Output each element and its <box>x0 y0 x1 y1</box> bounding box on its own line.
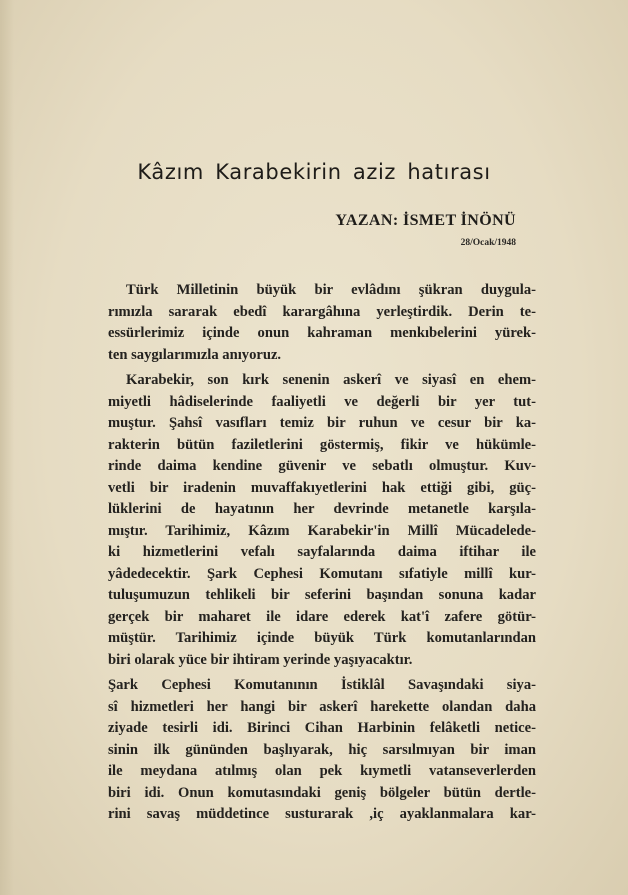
text-line: rinde daima kendine güvenir ve sebatlı olmuştur. Kuv- <box>108 458 536 474</box>
text-line: biri idi. Onun komutasındaki geniş bölgeler bütün dertle- <box>108 784 536 801</box>
text-line: essürlerimiz içinde onun kahraman menkıbelerini yürek- <box>108 325 536 341</box>
text-line: lüklerini de hayatının her devrinde metanetle karşıla- <box>108 501 536 517</box>
text-line: muştur. Şahsî vasıfları temiz bir ruhun ve cesur bir ka- <box>108 415 536 431</box>
article-title: Kâzım Karabekirin aziz hatırası <box>137 160 491 184</box>
text-line: gerçek bir maharet ile idare ederek kat'î zafere götür- <box>108 608 536 625</box>
text-line: biri olarak yüce bir ihtiram yerinde yaşıyacaktır. <box>108 651 413 668</box>
text-line: Şark Cephesi Komutanının İstiklâl Savaşındaki siya- <box>108 677 536 693</box>
article-body <box>108 280 536 826</box>
text-line: yâdedecektir. Şark Cephesi Komutanı sıfatiyle millî kur- <box>108 565 536 582</box>
text-line: rımızla sararak ebedî karargâhına yerleştirdik. Derin te- <box>108 303 536 320</box>
author-line: YAZAN: İSMET İNÖNÜ <box>335 212 516 229</box>
text-line: miyetli hâdiselerinde faaliyetli ve değerli bir yer tut- <box>108 393 536 410</box>
date-line: 28/Ocak/1948 <box>460 238 516 248</box>
paragraph-2 <box>108 370 536 671</box>
paragraph-1 <box>108 280 536 366</box>
text-line: ziyade tesirli idi. Birinci Cihan Harbinin felâketli netice- <box>108 720 536 736</box>
text-line: Karabekir, son kırk senenin askerî ve siyasî en ehem- <box>126 372 536 388</box>
text-line: sî hizmetleri her hangi bir askerî harekette olandan daha <box>108 698 536 715</box>
text-line: rini savaş müddetince susturarak ,iç ayaklanmalara kar- <box>108 806 536 822</box>
text-line: Türk Milletinin büyük bir evlâdını şükran duygula- <box>126 282 536 298</box>
text-line: rakterin bütün faziletlerini göstermiş, fikir ve hükümle- <box>108 436 536 453</box>
text-line: mıştır. Tarihimiz, Kâzım Karabekir'in Millî Mücadelede- <box>108 522 536 539</box>
binding-shadow <box>0 0 14 895</box>
text-line: ki hizmetlerini vefalı sayfalarında daima iftihar ile <box>108 544 536 560</box>
text-line: sinin ilk gününden başlıyarak, hiç sarsılmıyan bir iman <box>108 741 536 758</box>
paragraph-3 <box>108 675 536 826</box>
text-line: müştür. Tarihimiz içinde büyük Türk komutanlarından <box>108 630 536 646</box>
text-line: tuluşumuzun tehlikeli bir seferini başından sonuna kadar <box>108 587 536 603</box>
text-line: ile meydana atılmış olan pek kıymetli vatanseverlerden <box>108 763 536 779</box>
text-line: ten saygılarımızla anıyoruz. <box>108 346 282 363</box>
text-line: vetli bir iradenin muvaffakıyetlerini hak ettiği gibi, güç- <box>108 479 536 496</box>
